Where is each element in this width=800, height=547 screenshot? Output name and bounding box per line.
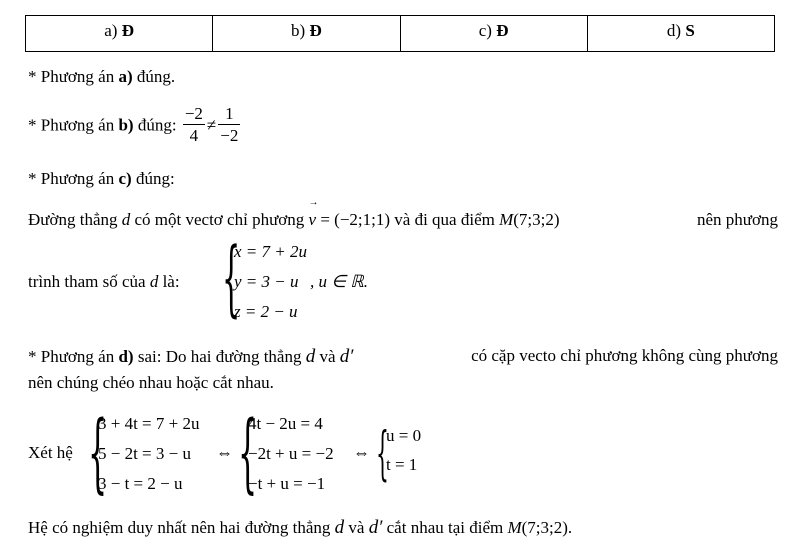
answer-cell-b: b) Đ	[213, 16, 400, 52]
option-a-text: * Phương án a) đúng.	[28, 67, 176, 86]
fraction-1: $\frac{-2}{4}$	[184, 104, 203, 145]
direction-vector-text: Đường thẳng d có một vectơ chỉ phương → v = (−2;1;1) và đi qua điểm M(7;3;2) nên phương	[28, 210, 778, 230]
option-c-text: * Phương án c) đúng:	[28, 169, 175, 188]
system-label: Xét hệ	[28, 443, 73, 462]
answer-table	[25, 15, 775, 52]
option-b-text: * Phương án b) đúng: $\frac{-2}{4}$ ≠ $\frac{1}{-2}$	[28, 104, 239, 145]
param-eq-label: trình tham số của d là:	[28, 272, 180, 291]
fraction-2: $\frac{1}{-2}$	[220, 104, 239, 145]
conclusion-text: Hệ có nghiệm duy nhất nên hai đường thẳng d và d′ cắt nhau tại điểm M(7;3;2).	[28, 517, 573, 538]
left-brace-icon: {	[88, 403, 108, 503]
left-brace-icon: {	[222, 231, 241, 326]
answer-cell-d: d) S	[587, 16, 774, 52]
option-d-text-line2: nên chúng chéo nhau hoặc cắt nhau.	[28, 373, 274, 392]
left-brace-icon: {	[376, 419, 389, 487]
answer-cell-c: c) Đ	[400, 16, 587, 52]
equivalence-icon: ⇔	[216, 443, 233, 462]
answer-cell-a: a) Đ	[26, 16, 213, 52]
left-brace-icon: {	[238, 403, 258, 503]
option-d-text: * Phương án d) sai: Do hai đường thẳng d và d′ có cặp vecto chỉ phương không cùng phương	[28, 346, 778, 367]
equivalence-icon: ⇔	[353, 443, 370, 462]
